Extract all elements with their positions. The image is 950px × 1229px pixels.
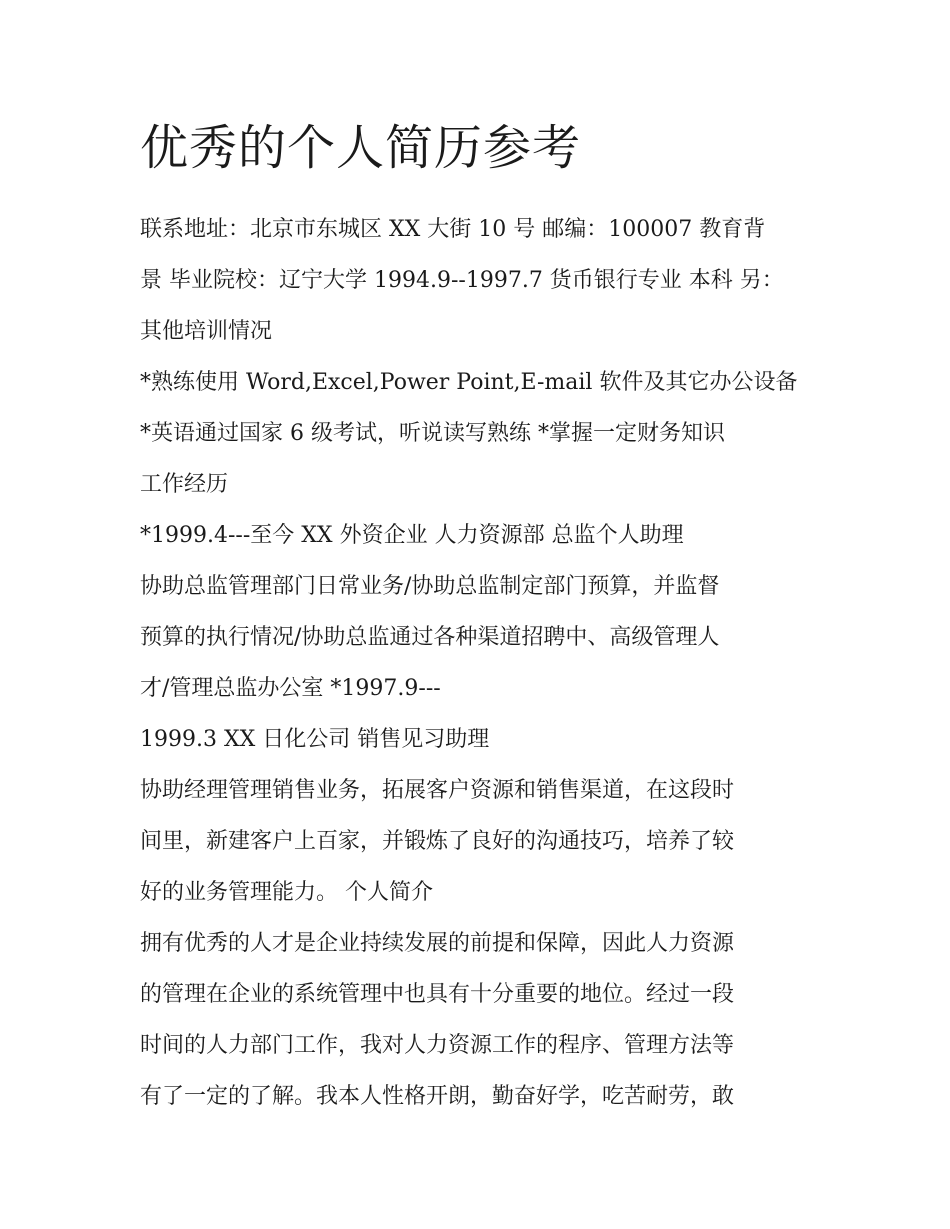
body-line-job-1-duties-2: 预算的执行情况/协助总监通过各种渠道招聘中、高级管理人 — [140, 625, 720, 650]
body-line-office-skills: *熟练使用 Word,Excel,Power Point,E-mail 软件及其它办公设备 — [140, 370, 798, 395]
body-line-job-1-duties-3: 才/管理总监办公室 *1997.9--- — [140, 676, 441, 701]
body-line-training-heading: 其他培训情况 — [140, 319, 273, 344]
body-line-intro-3: 时间的人力部门工作，我对人力资源工作的程序、管理方法等 — [140, 1033, 735, 1058]
document-body — [140, 204, 820, 1122]
body-line-intro-4: 有了一定的了解。我本人性格开朗，勤奋好学，吃苦耐劳，敢 — [140, 1084, 735, 1109]
body-line-job-1-title: *1999.4---至今 XX 外资企业 人力资源部 总监个人助理 — [140, 523, 684, 548]
body-line-job-2-duties-3: 好的业务管理能力。 个人简介 — [140, 880, 433, 905]
document-content — [140, 112, 820, 1122]
body-line-job-2-duties-2: 间里，新建客户上百家，并锻炼了良好的沟通技巧，培养了较 — [140, 829, 735, 854]
body-line-work-experience-heading: 工作经历 — [140, 472, 229, 497]
document-title: 优秀的个人简历参考 — [140, 120, 582, 176]
body-line-job-2-title: 1999.3 XX 日化公司 销售见习助理 — [140, 727, 490, 752]
body-line-intro-2: 的管理在企业的系统管理中也具有十分重要的地位。经过一段 — [140, 982, 735, 1007]
body-line-education: 景 毕业院校：辽宁大学 1994.9--1997.7 货币银行专业 本科 另： — [140, 268, 784, 293]
body-line-job-1-duties-1: 协助总监管理部门日常业务/协助总监制定部门预算，并监督 — [140, 574, 720, 599]
body-line-intro-1: 拥有优秀的人才是企业持续发展的前提和保障，因此人力资源 — [140, 931, 735, 956]
body-line-job-2-duties-1: 协助经理管理销售业务，拓展客户资源和销售渠道，在这段时 — [140, 778, 735, 803]
body-line-contact-address: 联系地址：北京市东城区 XX 大街 10 号 邮编：100007 教育背 — [140, 217, 766, 242]
body-line-english-finance: *英语通过国家 6 级考试，听说读写熟练 *掌握一定财务知识 — [140, 421, 725, 446]
